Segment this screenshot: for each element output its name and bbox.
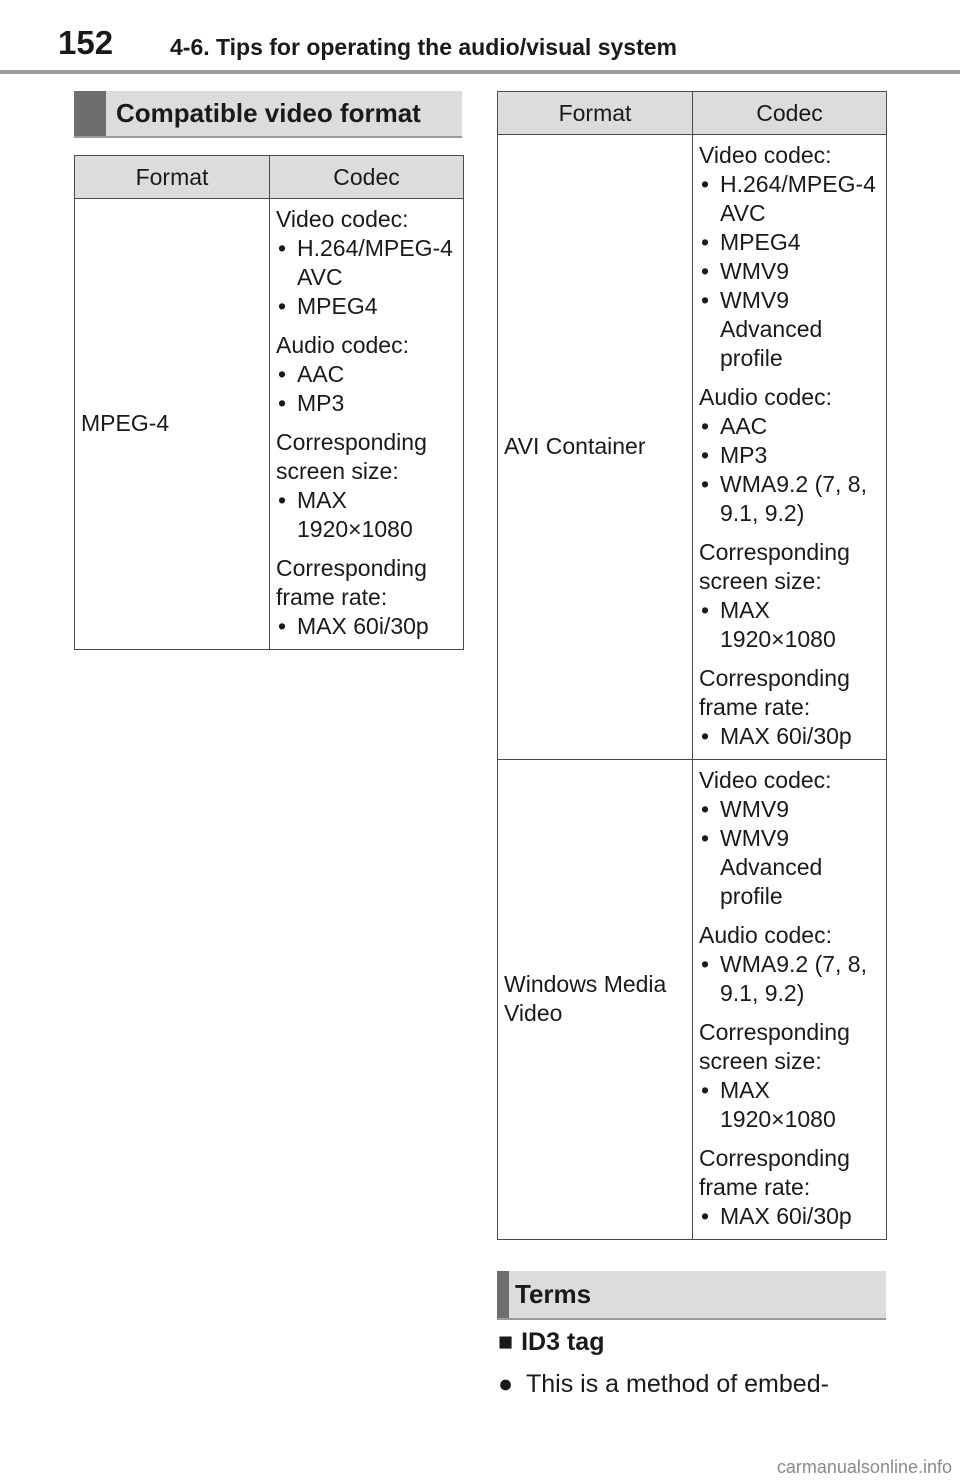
- codec-group-label: Audio codec:: [699, 922, 832, 948]
- bullet-icon: •: [278, 293, 287, 319]
- table-row: [75, 199, 464, 650]
- video-format-table-left: [74, 155, 464, 650]
- codec-list-item: [699, 470, 880, 528]
- codec-group: [276, 205, 457, 321]
- codec-list-item-text: MAX 1920×1080: [297, 487, 413, 542]
- codec-group: [699, 766, 880, 911]
- page-number: 152: [58, 24, 114, 61]
- codec-group-label: Audio codec:: [699, 384, 832, 410]
- codec-list-item-text: MP3: [297, 390, 345, 416]
- codec-group: [699, 1018, 880, 1134]
- terms-heading: [497, 1271, 886, 1320]
- bullet-icon: •: [701, 171, 710, 197]
- codec-group-label: Video codec:: [699, 142, 832, 168]
- bullet-icon: •: [278, 235, 287, 261]
- codec-list-item: [699, 412, 880, 441]
- bullet-icon: •: [701, 413, 710, 439]
- section-title: Terms: [515, 1279, 592, 1309]
- column-header-format: Format: [498, 92, 693, 135]
- section-title: Compatible video format: [116, 98, 421, 128]
- format-cell: Windows Media Video: [498, 760, 693, 1240]
- table-row: [498, 135, 887, 760]
- codec-list-item-text: MAX 60i/30p: [297, 613, 429, 639]
- codec-group-label: Corresponding frame rate:: [699, 665, 850, 720]
- codec-list-item: [276, 234, 457, 292]
- bullet-icon: •: [701, 597, 710, 623]
- chapter-title: 4-6. Tips for operating the audio/visual system: [170, 34, 677, 60]
- codec-list-item: [699, 228, 880, 257]
- codec-group-label: Video codec:: [276, 206, 409, 232]
- codec-group: [699, 664, 880, 751]
- codec-group-label: Corresponding screen size:: [699, 539, 850, 594]
- bullet-icon: •: [701, 723, 710, 749]
- bullet-icon: •: [701, 951, 710, 977]
- bullet-icon: •: [278, 613, 287, 639]
- codec-group-label: Corresponding frame rate:: [276, 555, 427, 610]
- column-header-codec: Codec: [693, 92, 887, 135]
- codec-list-item: [699, 950, 880, 1008]
- codec-list-item: [699, 1076, 880, 1134]
- codec-list-item: [699, 286, 880, 373]
- format-cell: AVI Container: [498, 135, 693, 760]
- codec-list-item-text: MPEG4: [720, 229, 801, 255]
- codec-group: [699, 1144, 880, 1231]
- codec-list-item-text: WMA9.2 (7, 8, 9.1, 9.2): [720, 471, 867, 526]
- codec-list-item-text: MAX 60i/30p: [720, 723, 852, 749]
- codec-cell: [693, 135, 887, 760]
- codec-list-item-text: H.264/MPEG-4 AVC: [297, 235, 453, 290]
- bullet-icon: •: [278, 487, 287, 513]
- codec-cell: [693, 760, 887, 1240]
- codec-group: [699, 383, 880, 528]
- square-bullet-icon: ■: [498, 1328, 514, 1356]
- bullet-dot-icon: ●: [498, 1370, 514, 1398]
- codec-list-item-text: AAC: [720, 413, 768, 439]
- column-header-codec: Codec: [270, 156, 464, 199]
- codec-list-item: [699, 795, 880, 824]
- codec-list-item: [699, 722, 880, 751]
- codec-group: [276, 428, 457, 544]
- codec-list-item: [276, 486, 457, 544]
- codec-list-item-text: MP3: [720, 442, 768, 468]
- id3-description: [498, 1370, 829, 1399]
- codec-group-label: Corresponding frame rate:: [699, 1145, 850, 1200]
- section-marker-bar: [74, 91, 106, 136]
- bullet-icon: •: [701, 442, 710, 468]
- id3-tag-heading: [498, 1328, 604, 1357]
- bullet-icon: •: [701, 796, 710, 822]
- codec-list-item: [699, 824, 880, 911]
- header-divider: [0, 70, 960, 74]
- bullet-icon: •: [701, 1077, 710, 1103]
- codec-group: [699, 538, 880, 654]
- codec-list-item-text: WMA9.2 (7, 8, 9.1, 9.2): [720, 951, 867, 1006]
- codec-list-item: [699, 1202, 880, 1231]
- codec-list-item-text: MAX 1920×1080: [720, 1077, 836, 1132]
- codec-group-label: Corresponding screen size:: [699, 1019, 850, 1074]
- bullet-icon: •: [701, 471, 710, 497]
- codec-list-item-text: MAX 60i/30p: [720, 1203, 852, 1229]
- table-row: [498, 760, 887, 1240]
- codec-group-label: Video codec:: [699, 767, 832, 793]
- codec-list-item: [699, 596, 880, 654]
- codec-list-item: [699, 257, 880, 286]
- codec-list-item: [276, 612, 457, 641]
- compatible-video-format-heading: [74, 91, 462, 138]
- codec-list-item: [276, 389, 457, 418]
- bullet-icon: •: [701, 229, 710, 255]
- codec-list-item-text: WMV9 Advanced profile: [720, 825, 823, 909]
- codec-list-item-text: WMV9: [720, 258, 789, 284]
- codec-group: [699, 921, 880, 1008]
- bullet-icon: •: [278, 390, 287, 416]
- bullet-icon: •: [701, 1203, 710, 1229]
- id3-description-text: This is a method of embed-: [526, 1370, 829, 1398]
- codec-group: [699, 141, 880, 373]
- codec-list-item-text: H.264/MPEG-4 AVC: [720, 171, 876, 226]
- codec-cell: [270, 199, 464, 650]
- column-header-format: Format: [75, 156, 270, 199]
- format-cell: MPEG-4: [75, 199, 270, 650]
- codec-list-item-text: MPEG4: [297, 293, 378, 319]
- codec-list-item-text: AAC: [297, 361, 345, 387]
- codec-list-item-text: WMV9 Advanced profile: [720, 287, 823, 371]
- codec-list-item-text: WMV9: [720, 796, 789, 822]
- bullet-icon: •: [701, 825, 710, 851]
- id3-tag-label: ID3 tag: [521, 1328, 605, 1356]
- video-format-table-right: [497, 91, 887, 1240]
- codec-list-item: [276, 360, 457, 389]
- page-header: [0, 0, 960, 74]
- bullet-icon: •: [278, 361, 287, 387]
- section-marker-bar: [497, 1271, 509, 1318]
- bullet-icon: •: [701, 258, 710, 284]
- codec-list-item-text: MAX 1920×1080: [720, 597, 836, 652]
- bullet-icon: •: [701, 287, 710, 313]
- codec-list-item: [699, 441, 880, 470]
- codec-group-label: Corresponding screen size:: [276, 429, 427, 484]
- codec-list-item: [699, 170, 880, 228]
- codec-list-item: [276, 292, 457, 321]
- watermark: carmanualsonline.info: [776, 1457, 952, 1477]
- codec-group-label: Audio codec:: [276, 332, 409, 358]
- codec-group: [276, 331, 457, 418]
- codec-group: [276, 554, 457, 641]
